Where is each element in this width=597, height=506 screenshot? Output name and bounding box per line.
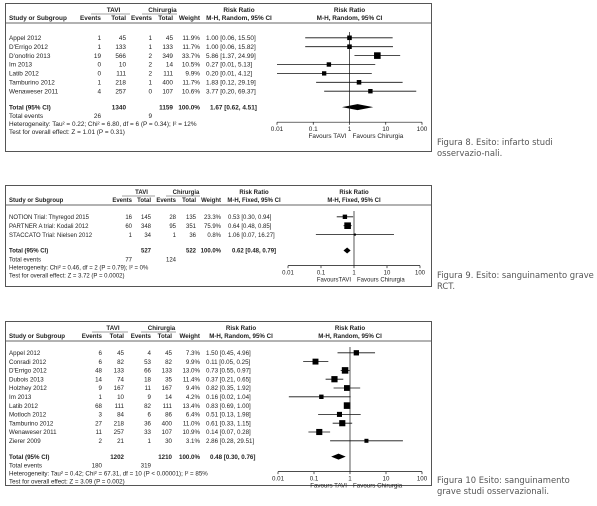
- point-estimate-square: [327, 62, 331, 66]
- study-events-ctrl: 6: [147, 411, 151, 419]
- study-weight: 10.5%: [181, 61, 200, 69]
- forest-plot-bleeding-observational-svg: [6, 322, 431, 490]
- column-header-events-ctrl: Events: [130, 333, 151, 340]
- study-weight: 10.9%: [182, 429, 200, 437]
- study-name: Conradi 2012: [9, 358, 47, 366]
- rr-plot-header: Risk Ratio: [333, 7, 366, 14]
- total-events-label: Total events: [9, 257, 42, 264]
- study-total-exp: 74: [117, 376, 124, 384]
- group-label-control: Chirurgia: [148, 7, 177, 14]
- column-header-events-ctrl: Events: [131, 15, 152, 22]
- total-ci-text: 0.62 [0.48, 0.79]: [232, 248, 277, 255]
- total-events-exp: 77: [125, 257, 132, 264]
- study-weight: 11.9%: [182, 35, 200, 42]
- point-estimate-square: [319, 395, 323, 399]
- study-events-ctrl: 1: [148, 43, 152, 51]
- total-weight: 100.0%: [200, 248, 221, 255]
- study-total-exp: 84: [117, 411, 124, 419]
- point-estimate-square: [344, 222, 351, 229]
- x-tick-label: 0.01: [270, 126, 284, 134]
- study-events-ctrl: 0: [148, 88, 152, 96]
- point-estimate-square: [368, 89, 372, 93]
- study-ci-text: 2.86 [0.28, 29.51]: [206, 438, 255, 445]
- study-ci-text: 0.27 [0.01, 5.13]: [206, 61, 253, 69]
- column-header-events-ctrl: Events: [156, 198, 176, 204]
- study-events-exp: 11: [95, 429, 102, 437]
- x-tick-label: 1: [348, 475, 352, 483]
- point-estimate-square: [337, 412, 342, 417]
- study-events-ctrl: 2: [148, 61, 152, 69]
- study-total-exp: 111: [114, 402, 124, 410]
- study-name: Wenaweser 2011: [9, 429, 57, 437]
- group-label-experimental: TAVI: [106, 325, 120, 332]
- study-events-exp: 6: [98, 350, 102, 357]
- total-ci-text: 0.48 [0.30, 0.76]: [210, 453, 256, 461]
- study-total-exp: 21: [117, 438, 124, 445]
- study-weight: 9.9%: [185, 358, 200, 366]
- study-total-ctrl: 349: [162, 52, 173, 60]
- x-tick-label: 10: [382, 475, 390, 483]
- study-ci-text: 1.00 [0.06, 15.50]: [206, 35, 256, 42]
- column-header-study: Study or Subgroup: [9, 198, 64, 204]
- total-events-label: Total events: [9, 113, 44, 121]
- point-estimate-square: [344, 402, 351, 409]
- study-total-exp: 167: [113, 385, 124, 393]
- study-weight: 33.7%: [181, 52, 200, 60]
- column-header-weight: Weight: [201, 198, 221, 204]
- column-header-total-exp: Total: [111, 15, 126, 22]
- total-label: Total (95% CI): [9, 453, 50, 461]
- x-tick-label: 100: [416, 475, 428, 483]
- study-events-ctrl: 4: [147, 350, 151, 357]
- study-total-ctrl: 45: [165, 35, 173, 42]
- study-weight: 7.3%: [185, 350, 200, 357]
- figure-caption-8: Figura 8. Esito: infarto studi osservazio-nali.: [437, 137, 553, 158]
- rr-column-header: Risk Ratio: [225, 325, 257, 332]
- study-ci-text: 0.11 [0.05, 0.25]: [206, 358, 251, 366]
- point-estimate-square: [313, 359, 319, 365]
- study-name: Motloch 2012: [9, 411, 47, 419]
- study-total-ctrl: 400: [162, 79, 173, 87]
- column-header-events-exp: Events: [112, 198, 132, 204]
- column-header-events-exp: Events: [81, 333, 102, 340]
- study-total-ctrl: 14: [165, 394, 172, 401]
- study-weight: 4.2%: [185, 394, 200, 401]
- study-total-exp: 348: [140, 223, 151, 230]
- study-name: D'onofrio 2013: [9, 52, 51, 60]
- total-events-ctrl: 9: [148, 113, 152, 121]
- point-estimate-square: [354, 350, 359, 355]
- study-events-exp: 1: [98, 394, 102, 401]
- figure-caption-10: Figura 10 Esito: sanguinamento grave studi osservazionali.: [437, 475, 570, 496]
- study-name: Im 2013: [9, 61, 33, 69]
- x-tick-label: 1: [347, 126, 352, 134]
- column-header-rr-method: M-H, Fixed, 95% CI: [227, 198, 281, 204]
- column-header-total-ctrl: Total: [182, 198, 196, 204]
- x-tick-label: 0.01: [282, 270, 294, 277]
- study-total-exp: 82: [117, 358, 124, 366]
- favours-left-label: Favours TAVI: [308, 133, 347, 141]
- study-events-ctrl: 82: [144, 402, 151, 410]
- study-events-ctrl: 18: [144, 376, 151, 384]
- study-ci-text: 0.64 [0.48, 0.85]: [228, 223, 272, 230]
- plot-header-rr-method: M-H, Random, 95% CI: [318, 333, 382, 340]
- column-header-total-exp: Total: [137, 198, 151, 204]
- study-name: Dubois 2013: [9, 376, 44, 384]
- rr-column-header: Risk Ratio: [239, 190, 269, 196]
- study-name: NOTION Trial: Thyregod 2015: [9, 215, 89, 221]
- study-events-ctrl: 1: [148, 79, 152, 87]
- group-label-control: Chirurgia: [147, 325, 176, 332]
- favours-left-label: Favours TAVI: [310, 482, 347, 490]
- column-header-rr-method: M-H, Random, 95% CI: [209, 333, 273, 340]
- study-total-ctrl: 45: [165, 350, 172, 357]
- rr-plot-header: Risk Ratio: [339, 190, 369, 196]
- pooled-diamond: [343, 248, 350, 254]
- column-header-weight: Weight: [179, 333, 200, 340]
- study-total-exp: 218: [113, 420, 124, 428]
- total-weight: 100.0%: [179, 453, 200, 461]
- study-events-exp: 1: [97, 35, 101, 42]
- study-events-exp: 2: [98, 438, 102, 445]
- column-header-study: Study or Subgroup: [9, 15, 67, 22]
- figure-caption-9: Figura 9. Esito: sanguinamento grave RCT.: [437, 270, 594, 291]
- study-weight: 0.8%: [207, 232, 221, 239]
- study-name: Latib 2012: [9, 402, 38, 410]
- x-tick-label: 0.1: [309, 475, 319, 483]
- study-total-ctrl: 135: [185, 215, 196, 221]
- forest-plot-infarction-svg: [6, 4, 431, 151]
- study-weight: 11.4%: [182, 376, 200, 384]
- pooled-diamond: [331, 454, 346, 460]
- x-tick-label: 0.01: [271, 475, 285, 483]
- study-ci-text: 0.82 [0.35, 1.92]: [206, 385, 251, 393]
- study-total-exp: 133: [115, 43, 126, 51]
- study-name: Appel 2012: [9, 350, 41, 357]
- point-estimate-square: [357, 80, 362, 85]
- study-events-exp: 68: [95, 402, 102, 410]
- study-weight: 75.9%: [203, 223, 221, 230]
- study-total-ctrl: 86: [165, 411, 172, 419]
- study-name: Tamburino 2012: [9, 420, 54, 428]
- forest-plot-bleeding-observational: [5, 321, 432, 490]
- study-name: Latib 2012: [9, 70, 39, 78]
- column-header-events-exp: Events: [80, 15, 101, 22]
- study-events-exp: 60: [125, 223, 132, 230]
- study-ci-text: 0.16 [0.02, 1.04]: [206, 394, 251, 401]
- study-ci-text: 0.53 [0.30, 0.94]: [228, 215, 272, 221]
- study-total-ctrl: 14: [165, 61, 173, 69]
- study-events-exp: 19: [93, 52, 101, 60]
- total-n-ctrl: 1210: [158, 453, 172, 461]
- column-header-weight: Weight: [178, 15, 200, 22]
- group-label-experimental: TAVI: [106, 7, 121, 14]
- rr-column-header: Risk Ratio: [223, 7, 255, 14]
- study-ci-text: 5.86 [1.37, 24.99]: [206, 52, 256, 60]
- study-total-exp: 566: [115, 52, 126, 60]
- total-events-ctrl: 319: [140, 462, 151, 470]
- favours-right-label: Favours Chirurgia: [357, 277, 405, 284]
- column-header-rr-method: M-H, Random, 95% CI: [206, 15, 272, 22]
- overall-effect-text: Test for overall effect: Z = 1.01 (P = 0.31): [9, 129, 125, 137]
- study-ci-text: 0.14 [0.07, 0.28]: [206, 429, 251, 437]
- study-weight: 13.4%: [182, 402, 200, 410]
- study-ci-text: 0.73 [0.55, 0.97]: [206, 367, 251, 375]
- study-weight: 23.3%: [203, 215, 221, 221]
- study-events-exp: 6: [98, 358, 102, 366]
- total-n-exp: 1340: [111, 104, 126, 112]
- x-tick-label: 10: [383, 270, 391, 277]
- study-total-ctrl: 36: [189, 232, 196, 239]
- study-total-ctrl: 111: [162, 402, 172, 410]
- column-header-total-ctrl: Total: [158, 15, 173, 22]
- total-events-label: Total events: [9, 462, 43, 470]
- study-weight: 13.0%: [182, 367, 200, 375]
- total-n-ctrl: 1159: [159, 104, 173, 112]
- pooled-diamond: [342, 104, 373, 110]
- total-weight: 100.0%: [178, 104, 200, 112]
- study-total-ctrl: 107: [162, 88, 173, 96]
- heterogeneity-text: Heterogeneity: Tau² = 0.22; Chi² = 6.80, df = 6 (P = 0.34); I² = 12%: [9, 121, 197, 129]
- total-label: Total (95% CI): [9, 104, 51, 112]
- study-total-exp: 145: [140, 215, 151, 221]
- total-n-exp: 1202: [110, 453, 124, 461]
- study-ci-text: 0.20 [0.01, 4.12]: [206, 70, 253, 78]
- overall-effect-text: Test for overall effect: Z = 3.72 (P = 0.0002): [9, 273, 125, 280]
- study-total-ctrl: 107: [161, 429, 172, 437]
- study-total-ctrl: 30: [165, 438, 172, 445]
- study-weight: 3.1%: [185, 438, 200, 445]
- study-total-exp: 10: [117, 394, 124, 401]
- study-events-ctrl: 66: [144, 367, 151, 375]
- study-weight: 9.4%: [185, 385, 200, 393]
- study-total-ctrl: 167: [161, 385, 172, 393]
- total-events-exp: 26: [93, 113, 101, 121]
- plot-header-rr-method: M-H, Fixed, 95% CI: [327, 198, 381, 204]
- study-events-ctrl: 11: [144, 385, 151, 393]
- study-total-exp: 257: [113, 429, 124, 437]
- overall-effect-text: Test for overall effect: Z = 3.09 (P = 0.002): [9, 478, 125, 486]
- study-total-ctrl: 133: [161, 367, 172, 375]
- study-events-ctrl: 9: [147, 394, 151, 401]
- study-ci-text: 1.50 [0.45, 4.96]: [206, 350, 251, 357]
- forest-plot-bleeding-rct: [5, 185, 432, 287]
- study-total-exp: 111: [116, 70, 126, 78]
- study-ci-text: 0.37 [0.21, 0.65]: [206, 376, 251, 384]
- point-estimate-square: [342, 367, 349, 374]
- point-estimate-square: [322, 71, 326, 75]
- study-weight: 11.7%: [182, 79, 200, 87]
- x-tick-label: 100: [416, 126, 428, 134]
- heterogeneity-text: Heterogeneity: Chi² = 0.46, df = 2 (P = 0.79); I² = 0%: [9, 265, 149, 272]
- column-header-study: Study or Subgroup: [9, 333, 66, 340]
- x-tick-label: 100: [414, 270, 426, 277]
- study-ci-text: 3.77 [0.20, 69.37]: [206, 88, 256, 96]
- forest-plot-bleeding-rct-svg: [6, 186, 431, 286]
- study-total-ctrl: 35: [165, 376, 172, 384]
- study-name: Holzhey 2012: [9, 385, 47, 393]
- total-n-ctrl: 522: [185, 248, 196, 255]
- total-label: Total (95% CI): [9, 248, 49, 255]
- study-weight: 11.7%: [182, 43, 200, 51]
- study-ci-text: 1.06 [0.07, 16.27]: [228, 232, 275, 239]
- study-total-exp: 34: [144, 232, 151, 239]
- study-events-ctrl: 2: [148, 70, 152, 78]
- study-ci-text: 1.00 [0.06, 15.82]: [206, 43, 256, 51]
- study-events-ctrl: 1: [172, 232, 176, 239]
- study-total-exp: 133: [113, 367, 124, 375]
- rr-plot-header: Risk Ratio: [334, 325, 366, 332]
- study-events-exp: 0: [97, 61, 101, 69]
- study-weight: 6.4%: [185, 411, 200, 419]
- study-events-exp: 16: [125, 215, 132, 221]
- study-events-ctrl: 53: [144, 358, 151, 366]
- point-estimate-square: [316, 429, 322, 435]
- study-name: Zierer 2009: [9, 438, 41, 445]
- study-total-ctrl: 111: [163, 70, 173, 78]
- study-events-exp: 4: [97, 88, 101, 96]
- group-label-experimental: TAVI: [135, 190, 148, 196]
- study-weight: 11.0%: [182, 420, 200, 428]
- point-estimate-square: [343, 215, 347, 219]
- study-events-ctrl: 28: [169, 215, 176, 221]
- study-total-exp: 10: [118, 61, 126, 69]
- heterogeneity-text: Heterogeneity: Tau² = 0.42; Chi² = 67.31, df = 10 (P < 0.00001); I² = 85%: [9, 470, 208, 478]
- column-header-total-exp: Total: [109, 333, 124, 340]
- study-total-ctrl: 82: [165, 358, 172, 366]
- study-events-exp: 48: [95, 367, 102, 375]
- study-name: Wenaweser 2011: [9, 88, 59, 96]
- study-events-ctrl: 95: [169, 223, 176, 230]
- study-events-exp: 27: [95, 420, 102, 428]
- study-total-exp: 257: [115, 88, 126, 96]
- study-ci-text: 0.61 [0.33, 1.15]: [206, 420, 251, 428]
- study-name: Tamburino 2012: [9, 79, 55, 87]
- study-total-ctrl: 400: [161, 420, 172, 428]
- point-estimate-square: [374, 52, 381, 59]
- study-events-ctrl: 1: [147, 438, 151, 445]
- study-name: STACCATO Trial: Nielsen 2012: [9, 232, 93, 239]
- total-n-exp: 527: [140, 248, 151, 255]
- study-weight: 10.6%: [181, 88, 200, 96]
- study-name: D'Errigo 2012: [9, 367, 47, 375]
- study-events-exp: 9: [98, 385, 102, 393]
- favours-right-label: Favours Chirurgia: [353, 482, 403, 490]
- study-events-exp: 1: [97, 79, 101, 87]
- x-tick-label: 0.1: [316, 270, 326, 277]
- forest-plot-infarction: [5, 3, 432, 152]
- study-events-exp: 3: [98, 411, 102, 419]
- study-name: PARTNER A trial: Kodali 2012: [9, 223, 89, 230]
- study-total-exp: 218: [115, 79, 126, 87]
- point-estimate-square: [364, 439, 368, 443]
- favours-right-label: Favours Chirurgia: [352, 133, 404, 141]
- x-tick-label: 0.1: [308, 126, 318, 134]
- study-total-exp: 45: [118, 35, 126, 42]
- total-ci-text: 1.67 [0.62, 4.51]: [210, 104, 257, 112]
- x-tick-label: 10: [382, 126, 390, 134]
- favours-left-label: FavoursTAVI: [316, 277, 351, 284]
- study-name: Appel 2012: [9, 35, 42, 42]
- study-events-exp: 1: [128, 232, 132, 239]
- study-ci-text: 0.51 [0.13, 1.98]: [206, 411, 251, 419]
- total-events-exp: 180: [91, 462, 102, 470]
- column-header-total-ctrl: Total: [157, 333, 172, 340]
- study-ci-text: 0.83 [0.69, 1.00]: [206, 402, 251, 410]
- total-events-ctrl: 124: [165, 257, 176, 264]
- study-events-ctrl: 36: [144, 420, 151, 428]
- study-events-exp: 14: [95, 376, 102, 384]
- study-total-ctrl: 351: [185, 223, 196, 230]
- study-events-ctrl: 33: [144, 429, 151, 437]
- point-estimate-square: [331, 376, 337, 382]
- x-tick-label: 1: [352, 270, 356, 277]
- group-label-control: Chirurgia: [172, 190, 200, 196]
- point-estimate-square: [344, 385, 350, 391]
- plot-header-rr-method: M-H, Random, 95% CI: [316, 15, 383, 22]
- study-ci-text: 1.83 [0.12, 29.19]: [206, 79, 256, 87]
- study-total-exp: 45: [117, 350, 124, 357]
- study-name: Im 2013: [9, 394, 32, 401]
- study-events-exp: 0: [97, 70, 101, 78]
- study-name: D'Errigo 2012: [9, 43, 48, 51]
- study-weight: 9.9%: [185, 70, 200, 78]
- study-events-ctrl: 2: [148, 52, 152, 60]
- study-events-exp: 1: [97, 43, 101, 51]
- study-total-ctrl: 133: [162, 43, 173, 51]
- study-events-ctrl: 1: [148, 35, 152, 42]
- point-estimate-square: [339, 420, 345, 426]
